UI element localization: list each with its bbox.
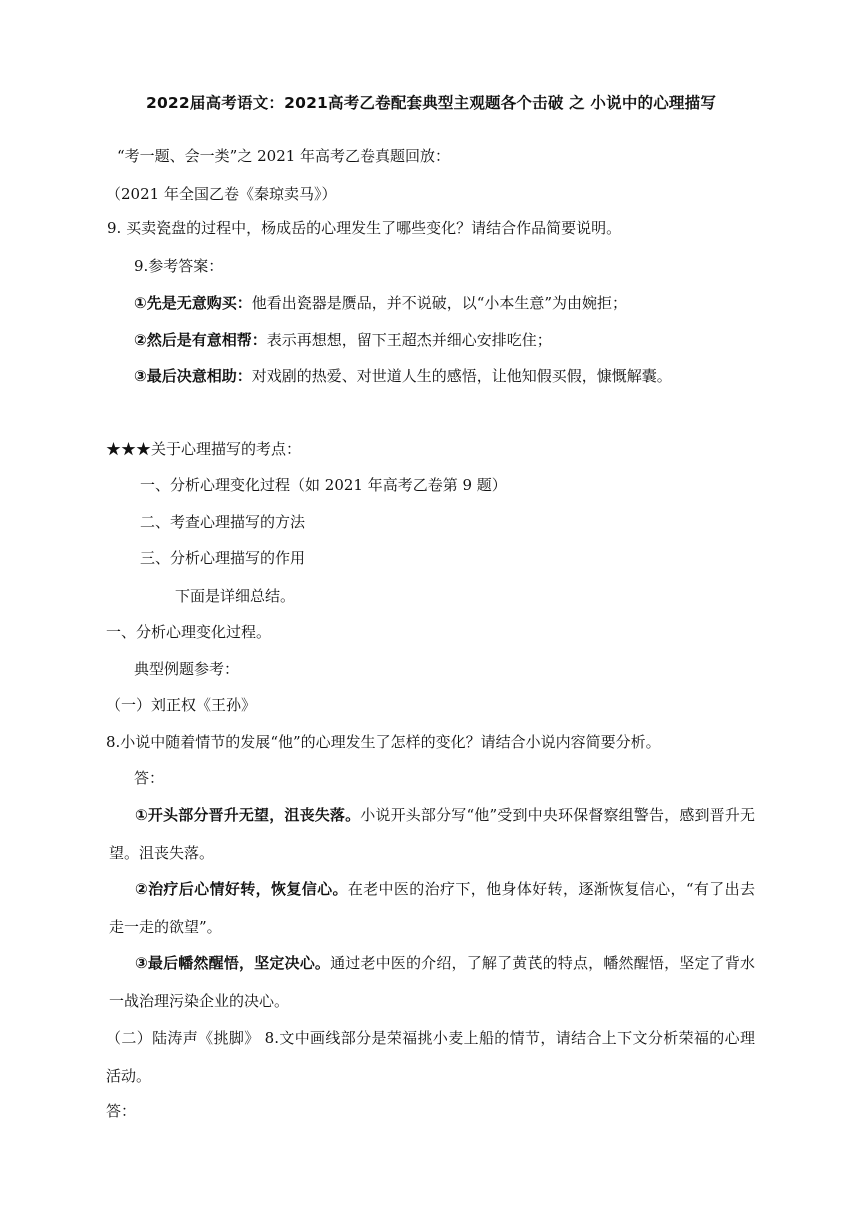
points-heading: ★★★关于心理描写的考点： [106,440,302,458]
example-2-answer-label: 答： [106,1102,137,1120]
point-3: 三、分析心理描写的作用 [140,549,306,567]
summary-note: 下面是详细总结。 [175,587,296,605]
answer-item-3 [134,365,672,387]
intro-line: “考一题、会一类”之 2021 年高考乙卷真题回放： [117,147,451,165]
answer-label: 9.参考答案： [134,257,224,275]
example-1-answer-2-text: 在老中医的治疗下，他身体好转，逐渐恢复信心，“有了出去走一走的欲望”。 [109,880,756,936]
example-1-answer-3-bold: ③最后幡然醒悟，坚定决心。 [135,954,331,972]
example-1-answer-label: 答： [134,769,165,787]
example-1-answer-2 [109,870,755,946]
answer-item-2-text: 表示再想想，留下王超杰并细心安排吃住； [266,331,552,349]
point-1: 一、分析心理变化过程（如 2021 年高考乙卷第 9 题） [140,476,507,494]
answer-item-1-bold: ①先是无意购买： [134,294,252,312]
source-line: （2021 年全国乙卷《秦琼卖马》） [106,185,337,203]
example-1-answer-3-text: 通过老中医的介绍，了解了黄芪的特点，幡然醒悟，坚定了背水一战治理污染企业的决心。 [109,954,755,1010]
example-1-answer-3 [109,944,755,1020]
answer-item-3-bold: ③最后决意相助： [134,367,252,385]
example-1-answer-1-bold: ①开头部分晋升无望，沮丧失落。 [135,806,361,824]
example-1-answer-2-bold: ②治疗后心情好转，恢复信心。 [135,880,348,898]
example-1-question: 8.小说中随着情节的发展“他”的心理发生了怎样的变化？请结合小说内容简要分析。 [106,733,661,751]
question-9: 9. 买卖瓷盘的过程中，杨成岳的心理发生了哪些变化？请结合作品简要说明。 [107,219,622,237]
answer-item-2 [134,329,552,351]
example-1-answer-1-text: 小说开头部分写“他”受到中央环保督察组警告，感到晋升无望。沮丧失落。 [109,806,755,862]
example-1-source: （一）刘正权《王孙》 [106,696,257,714]
example-2-question: （二）陆涛声《挑脚》 8.文中画线部分是荣福挑小麦上船的情节，请结合上下文分析荣福的心理活动。 [106,1029,755,1085]
answer-item-1-text: 他看出瓷器是赝品，并不说破，以“小本生意”为由婉拒； [251,294,628,312]
example-1-answer-1 [109,796,755,872]
section-1-heading: 一、分析心理变化过程。 [106,623,272,641]
answer-item-2-bold: ②然后是有意相帮： [134,331,267,349]
point-2: 二、考查心理描写的方法 [140,513,306,531]
document-title: 2022届高考语文：2021高考乙卷配套典型主观题各个击破 之 小说中的心理描写 [145,94,717,112]
example-label: 典型例题参考： [134,660,240,678]
answer-item-3-text: 对戏剧的热爱、对世道人生的感悟，让他知假买假，慷慨解囊。 [251,367,672,385]
answer-item-1 [134,292,627,314]
